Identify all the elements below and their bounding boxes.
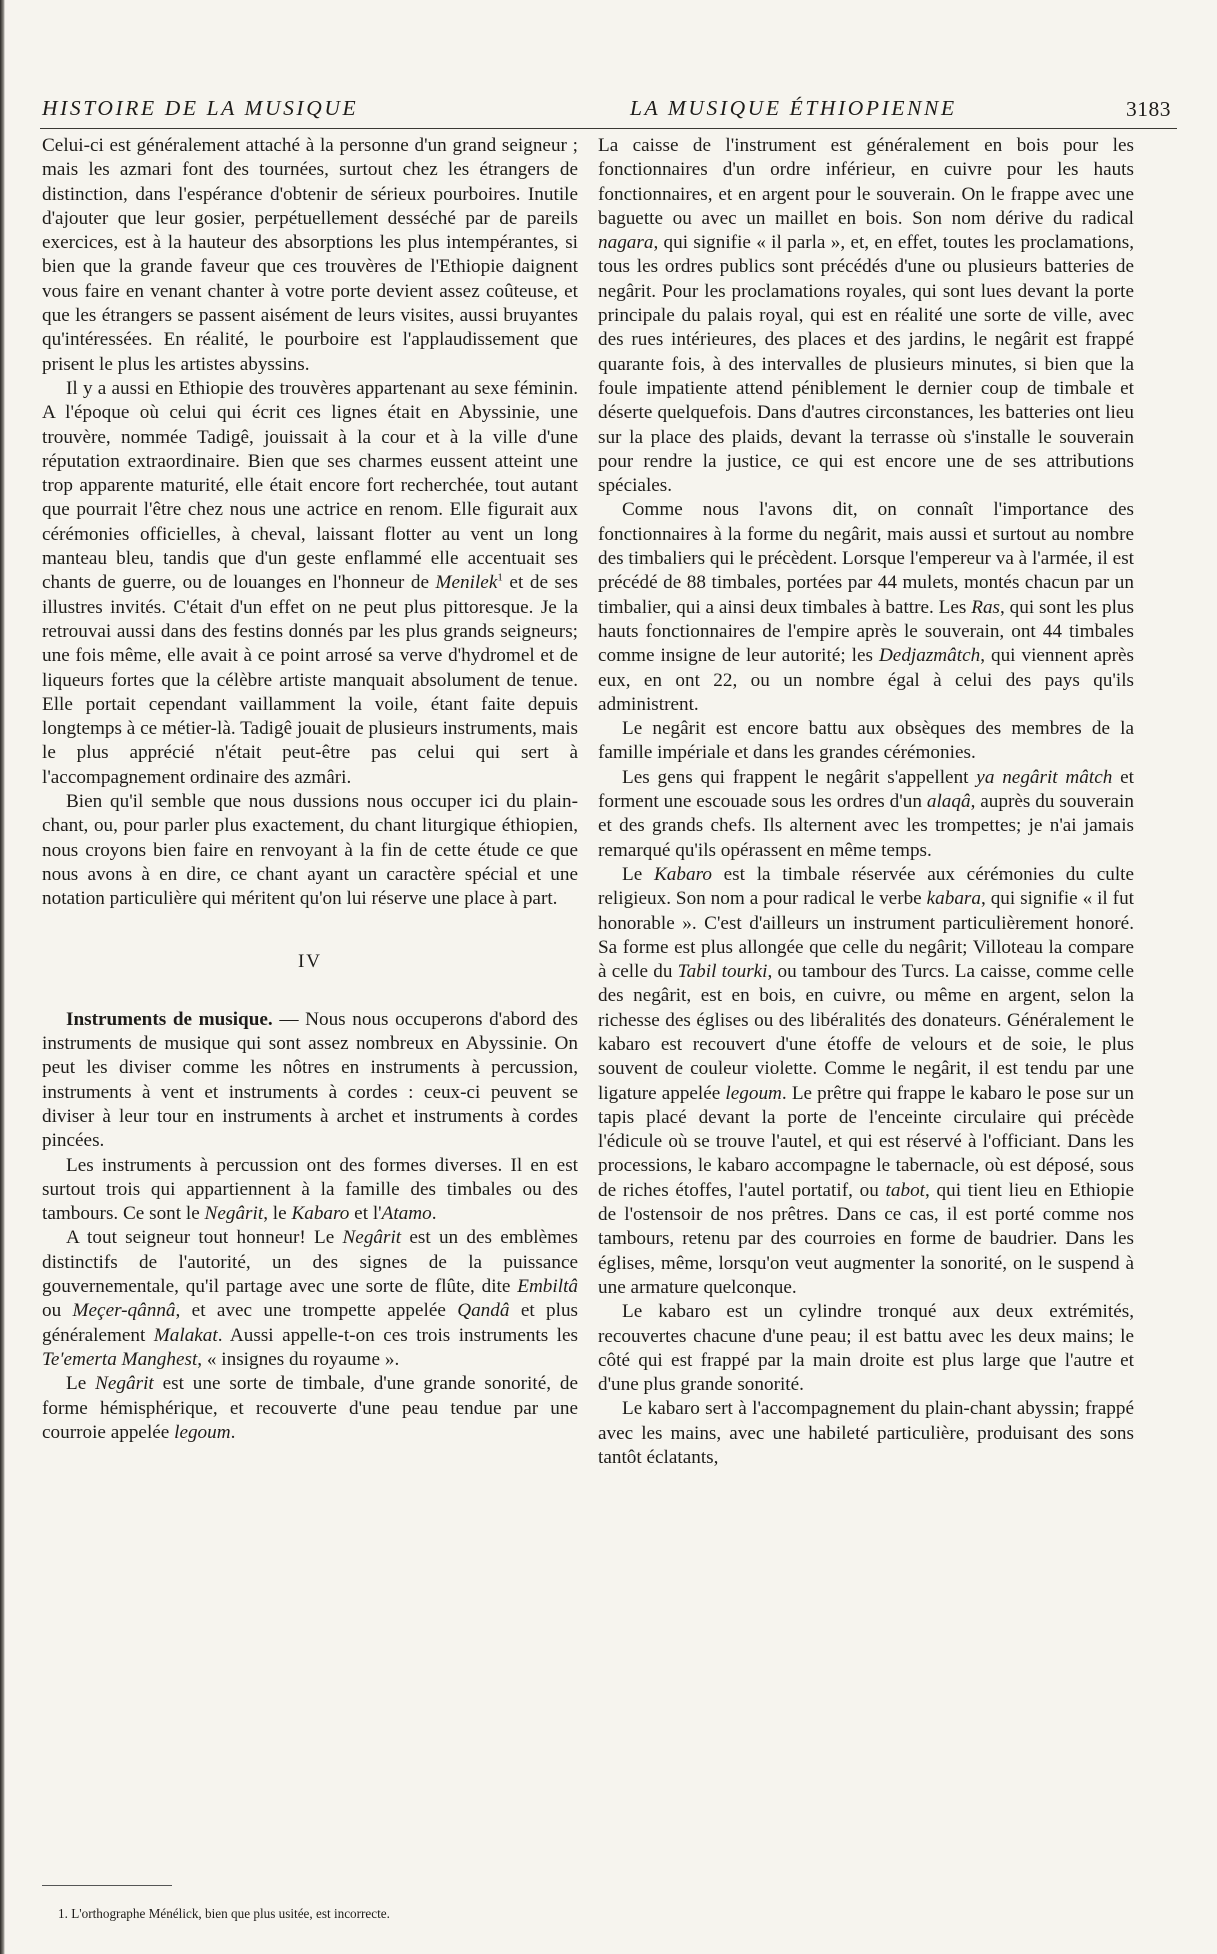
footnote-rule [42, 1885, 172, 1886]
text-run: , qui sont les plus hauts fonctionnaires de l'empire après le souverain, ont 44 timbales comme insigne de leur autorité; les [598, 596, 1134, 667]
right-column [598, 134, 1134, 1470]
text-run: et forment une escouade sous les ordres d'un [598, 766, 1134, 813]
italic-term: Kabaro [291, 1203, 350, 1225]
italic-term: Dedjazmâtch [878, 645, 981, 667]
text-run: est une sorte de timbale, d'une grande sonorité, de forme hémisphérique, et recouverte d'une peau tendue par une courroie appelée [42, 1373, 578, 1443]
italic-term: alaqâ [926, 791, 971, 813]
paragraph: Celui-ci est généralement attaché à la personne d'un grand seigneur ; mais les azmari font des tournées, surtout chez les étrangers de distinction, dans l'espérance d'obtenir de sérieux pourboires. Inutile d'ajouter que leur gosier, perpétuellement desséché par de pareils exercices, est à la hauteur des absorptions les plus intempérantes, si bien que la grande faveur que ces trouvères de l'Ethiopie daignent vous faire en venant chanter à votre porte devient assez coûteuse, et que les étrangers se passent aisément de leurs visites, aussi bruyantes qu'intéressées. En réalité, le pourboire est l'applaudissement que prisent le plus les artistes abyssins. [42, 135, 578, 375]
italic-term: Negârit [204, 1203, 264, 1225]
header-rule [40, 128, 1177, 129]
section-number: IV [297, 950, 323, 972]
text-run: ou [42, 1300, 73, 1322]
paragraph [598, 134, 1134, 498]
paragraph [42, 1372, 578, 1445]
italic-term: Malakat [153, 1324, 218, 1346]
text-run: et de ses illustres invités. C'était d'un effet on ne peut plus pittoresque. Je la retrouvai aussi dans des festins donnés par les plus grands seigneurs; une fois même, elle avait à ce point arrosé sa verve d'hydromel et de liqueurs fortes que la célèbre artiste manquait absolument de tenue. Elle portait cependant vaillamment la voile, étant faite depuis longtemps à ce métier-là. Tadigê jouait de plusieurs instruments, mais le plus apprécié n'était peut-être pas celui qui sert à l'accompagnement ordinaire des azmâri. [42, 572, 578, 788]
text-run: , « insignes du royaume ». [197, 1348, 400, 1370]
text-run: , qui signifie « il parla », et, en effet, toutes les proclamations, tous les ordres publics sont précédés d'une ou plusieurs batteries de negârit. Pour les proclamations royales, qui sont lues devant la porte principale du palais royal, qui est en réalité une sorte de ville, avec des rues intérieures, des places et des jardins, le negârit est frappé quarante fois, à des intervalles de plusieurs minutes, si bien que la foule impatiente attend péniblement le dernier coup de timbale et déserte quelquefois. Dans d'autres circonstances, les batteries ont lieu sur la place des plaids, devant la terrasse où s'installe le souverain pour rendre la justice, ce qui est encore une de ses attributions spéciales. [598, 232, 1134, 497]
text-run: Il y a aussi en Ethiopie des trouvères appartenant au sexe féminin. A l'époque où celui qui écrit ces lignes était en Abyssinie, une trouvère, nommée Tadigê, jouissait à la cour et à la ville d'une réputation extraordinaire. Bien que ses charmes eussent atteint une trop apparente maturité, elle était encore fort recherchée, tout autant que pourrait l'être chez nous une actrice en renom. Elle figurait aux cérémonies officielles, à cheval, laissant flotter au vent un long manteau bleu, tandis que d'un geste enflammé elle accentuait ses chants de guerre, ou de louanges en l'honneur de [42, 377, 578, 594]
italic-term: nagara [598, 232, 654, 254]
text-run: . [230, 1421, 236, 1443]
text-run: , et avec une trompette appelée [175, 1300, 458, 1322]
paragraph [42, 1154, 578, 1227]
italic-term: kabara [926, 888, 981, 910]
italic-term: Negârit [95, 1373, 154, 1395]
page-edge-shadow [0, 0, 5, 1954]
italic-term: Te'emerta Manghest [42, 1348, 198, 1370]
text-run: , auprès du souverain et des grands chefs. Ils alternent avec les trompettes; je n'ai jamais remarqué qu'ils opérassent en même temps. [598, 791, 1134, 861]
paragraph [598, 766, 1134, 863]
paragraph: Le negârit est encore battu aux obsèques des membres de la famille impériale et dans les grandes cérémonies. [598, 718, 1134, 764]
paragraph [598, 498, 1134, 717]
paragraph: Bien qu'il semble que nous dussions nous occuper ici du plain-chant, ou, pour parler plus exactement, du chant liturgique éthiopien, nous croyons bien faire en renvoyant à la fin de cette étude ce que nous avons à en dire, ce chant ayant un caractère spécial et une notation particulière qui méritent qu'on lui réserve une place à part. [42, 791, 578, 910]
text-run: Le [622, 863, 654, 885]
text-run: , qui viennent après eux, en ont 22, ou un nombre égal à celui des pays qu'ils administrent. [598, 645, 1134, 715]
italic-term: legoum [725, 1082, 782, 1104]
italic-term: Negârit [342, 1227, 402, 1249]
text-run: , le [263, 1203, 292, 1225]
paragraph: Le kabaro sert à l'accompagnement du plain-chant abyssin; frappé avec les mains, avec une habileté particulière, produisant des sons tantôt éclatants, [598, 1398, 1134, 1469]
footnote-reference: 1 [497, 571, 503, 584]
text-run: . [431, 1203, 437, 1225]
text-run: — Nous nous occuperons d'abord des instruments de musique qui sont assez nombreux en Abyssinie. On peut les diviser comme les nôtres en instruments à percussion, instruments à vent et instruments à cordes : ceux-ci peuvent se diviser à leur tour en instruments à archet et instruments à cordes pincées. [42, 1008, 578, 1152]
italic-term: ya negârit mâtch [976, 766, 1113, 788]
paragraph [598, 863, 1134, 1300]
page-number: 3183 [1126, 97, 1171, 121]
italic-term: Meçer-qânnâ [72, 1300, 176, 1322]
text-run: Le [66, 1373, 96, 1395]
running-head-center: LA MUSIQUE ÉTHIOPIENNE [630, 96, 957, 120]
section-heading: Instruments de musique. [66, 1008, 273, 1030]
text-run: , qui tient lieu en Ethiopie de l'ostensoir de nos prêtres. Dans ce cas, il est porté comme nos tambours, retenu par des courroies en forme de baudrier. Dans les églises, même, lorsqu'on veut augmenter la sonorité, on le suspend à une armature quelconque. [598, 1179, 1134, 1298]
text-run: . Le prêtre qui frappe le kabaro le pose sur un tapis placé devant la porte de l'enceinte circulaire qui précède l'édicule où se trouve l'autel, et qui est réservé à l'officiant. Dans les processions, le kabaro accompagne le tabernacle, où est déposé, sous de riches étoffes, l'autel portatif, ou [598, 1082, 1134, 1201]
text-run: est un des emblèmes distinctifs de l'autorité, un des signes de la puissance gouvernementale, qu'il partage avec une sorte de flûte, dite [42, 1227, 579, 1298]
text-run: , qui signifie « il fut honorable ». C'est d'ailleurs un instrument particulièrement honoré. Sa forme est plus allongée que celle du negârit; Villoteau la compare à celle du [598, 888, 1134, 983]
paragraph [42, 377, 578, 790]
italic-term: Atamo [381, 1203, 432, 1225]
italic-term: Embiltâ [517, 1276, 578, 1298]
footnote: 1. L'orthographe Ménélick, bien que plus usitée, est incorrecte. [58, 1906, 390, 1921]
running-head-left: HISTOIRE DE LA MUSIQUE [42, 96, 359, 120]
text-run: Les instruments à percussion ont des formes diverses. Il en est surtout trois qui appartiennent à la famille des timbales ou des tambours. Ce sont le [42, 1154, 578, 1225]
text-run: A tout seigneur tout honneur! Le [66, 1227, 343, 1249]
italic-term: tabot [885, 1179, 925, 1201]
italic-term: Tabil tourki [677, 961, 768, 983]
text-run: Les gens qui frappent le negârit s'appellent [622, 766, 977, 788]
text-run: , ou tambour des Turcs. La caisse, comme celle des negârit, est en bois, en cuivre, ou même en argent, selon la richesse des églises ou des libéralités des donateurs. Généralement le kabaro est recouvert d'une étoffe de velours et de soie, le plus souvent de couleur violette. Comme le negârit, il est tendu par une ligature appelée [598, 961, 1134, 1104]
italic-term: legoum [174, 1421, 231, 1443]
text-run: Comme nous l'avons dit, on connaît l'importance des fonctionnaires à la forme du negârit, mais aussi et surtout au nombre des timbaliers qui le précèdent. Lorsque l'empereur va à l'armée, il est précédé de 88 timbales, portées par 44 mulets, montés chacun par un timbalier, qui a ainsi deux timbales à battre. Les [598, 499, 1134, 618]
italic-term: Kabaro [653, 863, 712, 885]
text-run: et l' [349, 1203, 382, 1225]
paragraph: Le kabaro est un cylindre tronqué aux deux extrémités, recouvertes chacune d'une peau; il est battu avec les deux mains; le côté qui est frappé par la main droite est plus large que l'autre et d'une plus grande sonorité. [598, 1301, 1134, 1396]
text-run: est la timbale réservée aux cérémonies du culte religieux. Son nom a pour radical le verbe [598, 863, 1134, 910]
text-run: La caisse de l'instrument est généralement en bois pour les fonctionnaires d'un ordre inférieur, en cuivre pour les hauts fonctionnaires, et en argent pour le souverain. On le frappe avec une baguette ou avec un maillet en bois. Son nom dérive du radical [598, 135, 1134, 229]
left-column [42, 134, 578, 1445]
paragraph [42, 1008, 578, 1154]
running-head [42, 96, 1171, 126]
text-run: et plus généralement [42, 1300, 578, 1346]
text-run: . Aussi appelle-t-on ces trois instruments les [217, 1324, 578, 1346]
paragraph [42, 1226, 578, 1372]
italic-term: Ras [971, 596, 1000, 618]
italic-term: Qandâ [457, 1300, 510, 1322]
italic-term: Menilek [435, 572, 498, 594]
